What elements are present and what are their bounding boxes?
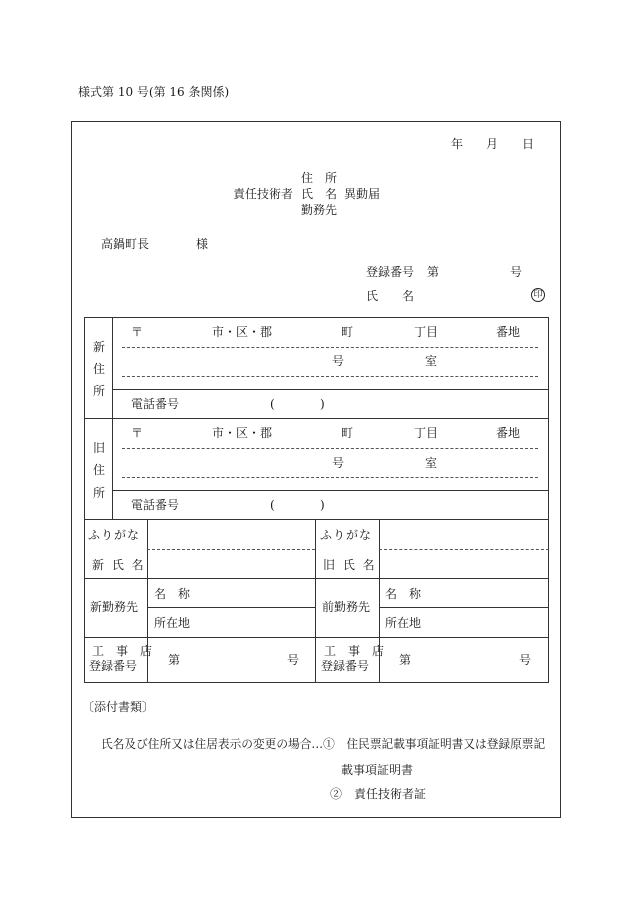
date-year: 年 <box>451 137 464 151</box>
old-postal-mark: 〒 <box>131 426 144 440</box>
attachments-line-2: 載事項証明書 <box>341 763 414 777</box>
registration-dai: 第 <box>427 265 440 279</box>
old-go: 号 <box>332 456 345 470</box>
new-workplace-name-label: 名 称 <box>154 587 191 601</box>
contractor-right-dai: 第 <box>399 653 412 667</box>
furigana-right-label: ふりがな <box>320 528 373 542</box>
new-workplace-label: 新勤務先 <box>90 600 139 614</box>
new-room: 室 <box>425 354 438 368</box>
attachments-line-1: 氏名及び住所又は住居表示の変更の場合…① 住民票記載事項証明書又は登録原票記 <box>101 737 546 751</box>
new-address-side-1: 新 <box>93 340 106 354</box>
old-phone-label: 電話番号 <box>131 498 180 512</box>
new-go: 号 <box>332 354 345 368</box>
old-room: 室 <box>425 456 438 470</box>
old-city: 市・区・郡 <box>212 426 273 440</box>
contractor-left-label-1: 工 事 店 <box>92 644 153 658</box>
old-banchi: 番地 <box>496 426 521 440</box>
new-banchi: 番地 <box>496 325 521 339</box>
new-postal-mark: 〒 <box>131 325 144 339</box>
seal-mark: 印 <box>531 288 545 302</box>
new-phone-close: ) <box>320 397 325 411</box>
attachments-heading: 〔添付書類〕 <box>82 700 155 714</box>
addressee-name: 高鍋町長 <box>101 237 150 251</box>
old-address-side-1: 旧 <box>93 441 106 455</box>
new-phone-label: 電話番号 <box>131 397 180 411</box>
old-workplace-address-label: 所在地 <box>385 616 422 630</box>
applicant-name-label: 氏 名 <box>366 289 415 303</box>
old-chome: 丁目 <box>414 426 439 440</box>
contractor-left-label-2: 登録番号 <box>89 659 138 673</box>
old-address-side-3: 所 <box>93 486 106 500</box>
title-address: 住 所 <box>301 171 338 185</box>
contractor-left-go: 号 <box>287 653 300 667</box>
new-town: 町 <box>341 325 354 339</box>
new-name-label: 新 氏 名 <box>92 558 146 572</box>
new-chome: 丁目 <box>414 325 439 339</box>
new-phone-open: ( <box>270 397 275 411</box>
new-workplace-address-label: 所在地 <box>154 616 191 630</box>
form-number: 様式第 10 号(第 16 条関係) <box>78 85 230 99</box>
date-day: 日 <box>522 137 535 151</box>
old-name-label: 旧 氏 名 <box>323 558 377 572</box>
title-suffix: 異動届 <box>344 187 381 201</box>
old-phone-close: ) <box>320 498 325 512</box>
old-phone-open: ( <box>270 498 275 512</box>
old-address-side-2: 住 <box>93 463 106 477</box>
title-workplace: 勤務先 <box>301 203 338 217</box>
new-city: 市・区・郡 <box>212 325 273 339</box>
date-month: 月 <box>486 137 499 151</box>
attachments-line-3: ② 責任技術者証 <box>330 787 427 801</box>
contractor-right-go: 号 <box>519 653 532 667</box>
old-town: 町 <box>341 426 354 440</box>
title-name: 氏 名 <box>301 187 338 201</box>
old-workplace-label: 前勤務先 <box>322 600 371 614</box>
old-workplace-name-label: 名 称 <box>385 587 422 601</box>
contractor-left-dai: 第 <box>168 653 181 667</box>
title-prefix: 責任技術者 <box>233 187 294 201</box>
contractor-right-label-1: 工 事 店 <box>324 644 385 658</box>
furigana-left-label: ふりがな <box>88 528 141 542</box>
new-address-side-3: 所 <box>93 384 106 398</box>
registration-go: 号 <box>510 265 523 279</box>
addressee-honorific: 様 <box>196 237 209 251</box>
new-address-side-2: 住 <box>93 362 106 376</box>
registration-label: 登録番号 <box>366 265 415 279</box>
contractor-right-label-2: 登録番号 <box>321 659 370 673</box>
